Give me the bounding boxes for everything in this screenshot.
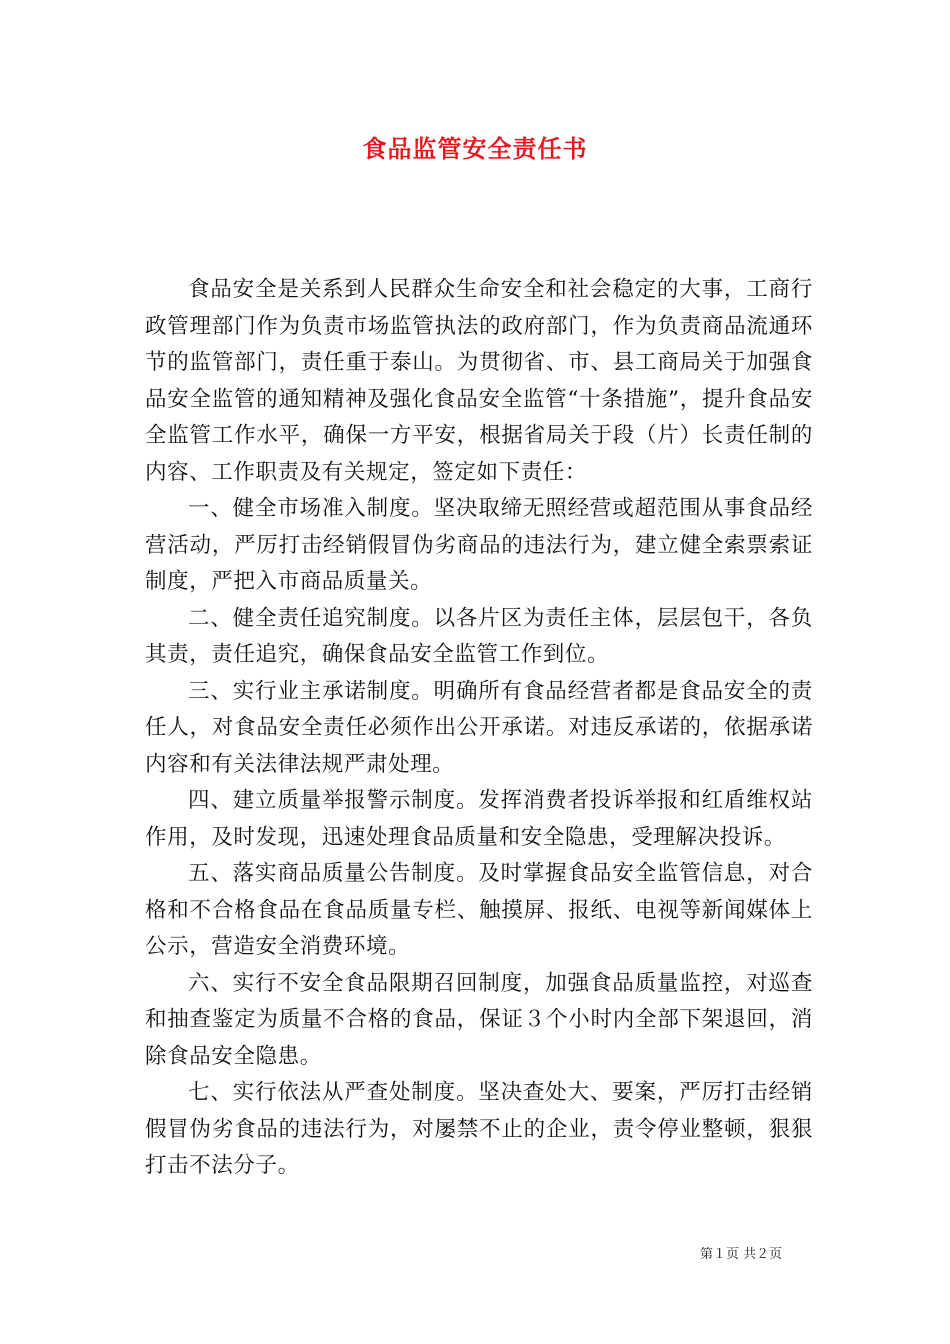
paragraph-item-2: 二、健全责任追究制度。以各片区为责任主体，层层包干，各负其责，责任追究，确保食品安全监管工作到位。 (145, 605, 813, 667)
paragraph-item-4: 四、建立质量举报警示制度。发挥消费者投诉举报和红盾维权站作用，及时发现，迅速处理食品质量和安全隐患，受理解决投诉。 (145, 788, 813, 850)
page-number: 第１页 共２页 (700, 1247, 783, 1262)
document-body (145, 272, 813, 1185)
paragraph-item-5: 五、落实商品质量公告制度。及时掌握食品安全监管信息，对合格和不合格食品在食品质量专栏、触摸屏、报纸、电视等新闻媒体上公示，营造安全消费环境。 (145, 861, 813, 959)
paragraph-item-7: 七、实行依法从严查处制度。坚决查处大、要案，严厉打击经销假冒伪劣食品的违法行为，对屡禁不止的企业，责令停业整顿，狠狠打击不法分子。 (145, 1080, 813, 1178)
document-title: 食品监管安全责任书 (362, 134, 588, 163)
paragraph-intro: 食品安全是关系到人民群众生命安全和社会稳定的大事，工商行政管理部门作为负责市场监管执法的政府部门，作为负责商品流通环节的监管部门，责任重于泰山。为贯彻省、市、县工商局关于加强食品安全监管的通知精神及强化食品安全监管“十条措施”，提升食品安全监管工作水平，确保一方平安，根据省局关于段（片）长责任制的内容、工作职责及有关规定，签定如下责任： (145, 277, 813, 485)
paragraph-item-3: 三、实行业主承诺制度。明确所有食品经营者都是食品安全的责任人，对食品安全责任必须作出公开承诺。对违反承诺的，依据承诺内容和有关法律法规严肃处理。 (145, 678, 813, 777)
paragraph-item-6: 六、实行不安全食品限期召回制度，加强食品质量监控，对巡查和抽查鉴定为质量不合格的食品，保证３个小时内全部下架退回，消除食品安全隐患。 (145, 970, 813, 1069)
paragraph-item-1: 一、健全市场准入制度。坚决取缔无照经营或超范围从事食品经营活动，严厉打击经销假冒伪劣商品的违法行为，建立健全索票索证制度，严把入市商品质量关。 (145, 496, 813, 594)
